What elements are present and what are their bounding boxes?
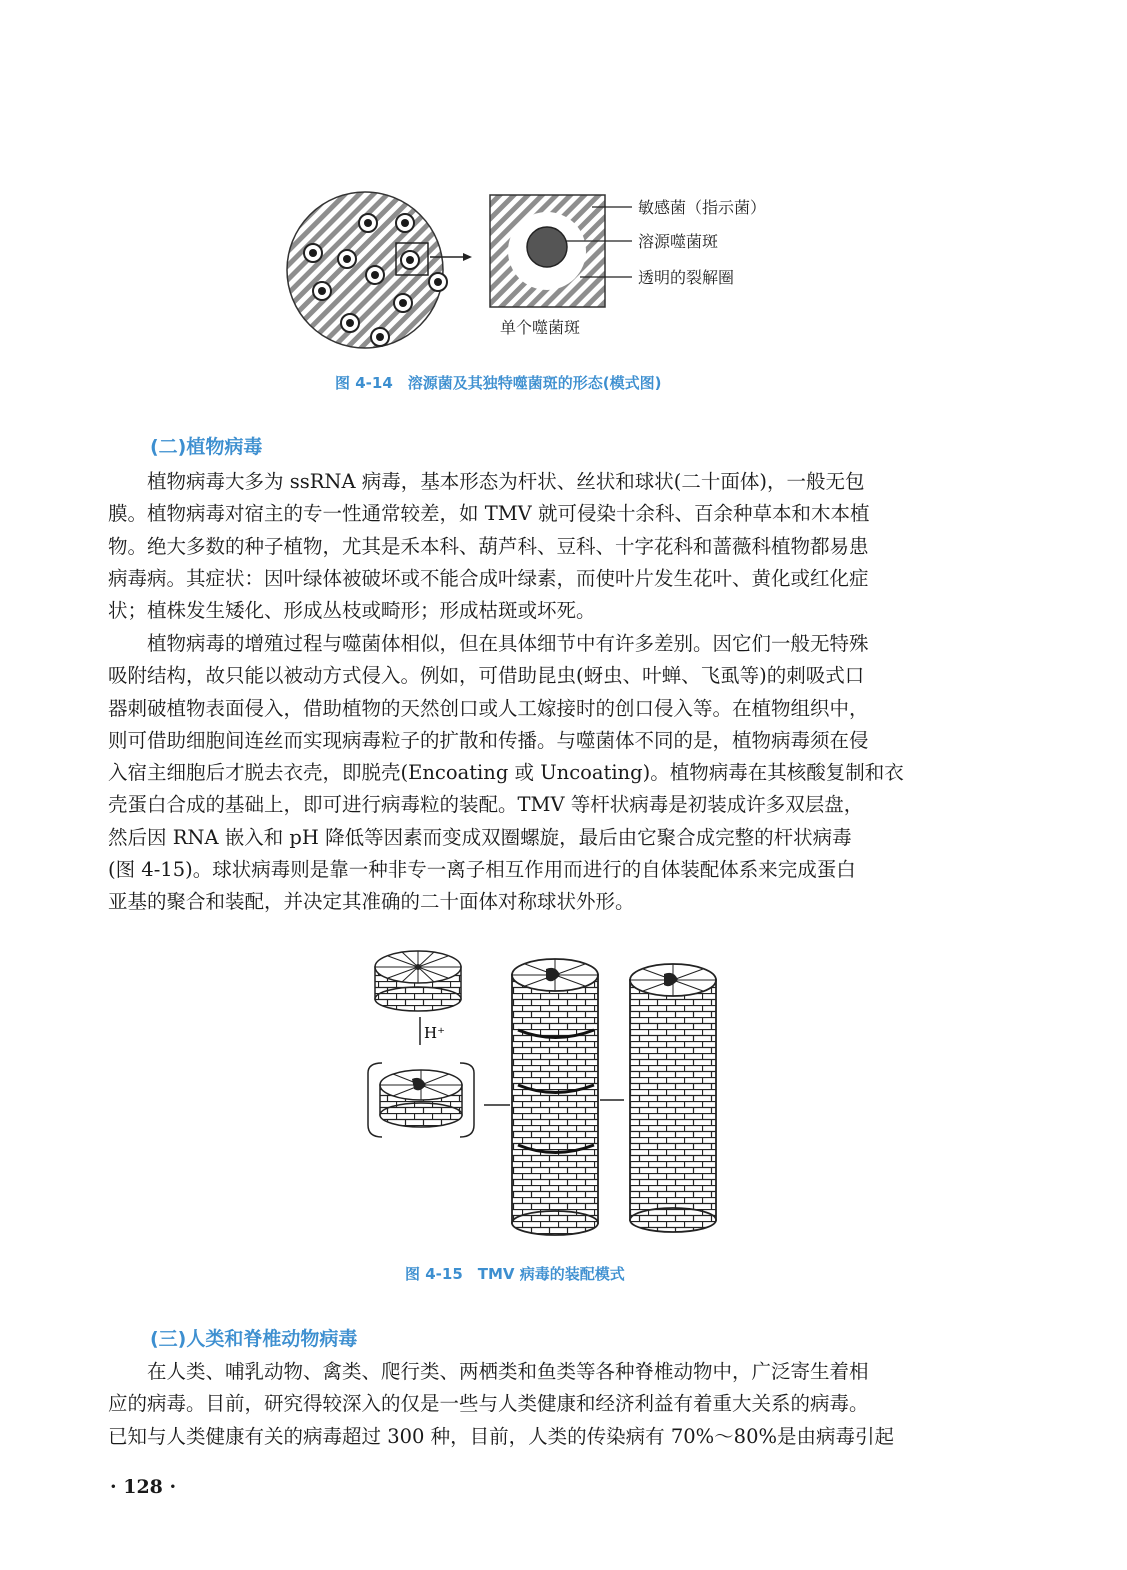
figure-4-14-caption: 图 4-14 溶源菌及其独特噬菌斑的形态(模式图) [335,374,662,392]
figure-4-15-caption: 图 4-15 TMV 病毒的装配模式 [405,1265,625,1283]
paragraph-human-viruses: 在人类、哺乳动物、禽类、爬行类、两栖类和鱼类等各种脊椎动物中，广泛寄生着相 应的病毒。目前，研究得较深入的仅是一些与人类健康和经济利益有着重大关系的病毒。 已知与人类健康有关的病毒超过 300 种，目前，人类的传染病有 70%～80%是由病毒引起 [108,1360,894,1448]
page-number: · 128 · [110,1476,177,1498]
assembling-rod [512,959,598,1235]
figure-4-15-diagram [360,945,730,1245]
section-heading-plant-viruses: (二)植物病毒 [150,436,263,458]
completed-tmv-rod [630,964,716,1232]
label-lysogenic-plaque: 溶源噬菌斑 [638,232,719,251]
protein-disk-top [375,951,461,1011]
lysogenic-plaque-center [527,227,567,267]
paragraph-plant-virus-1: 植物病毒大多为 ssRNA 病毒，基本形态为杆状、丝状和球状(二十面体)，一般无包 膜。植物病毒对宿主的专一性通常较差，如 TMV 就可侵染十余科、百余种草本和木本植 物。绝大多数的种子植物，尤其是禾本科、葫芦科、豆科、十字花科和蔷薇科植物都易患 病毒病。其症状：因叶绿体被破坏或不能合成叶绿素，而使叶片发生花叶、黄化或红化症 状；植株发生矮化、形成丛枝或畸形；形成枯斑或坏死。 [108,470,870,623]
label-h-plus: H⁺ [424,1024,445,1042]
section-heading-human-vertebrate-viruses: (三)人类和脊椎动物病毒 [150,1328,358,1350]
paragraph-plant-virus-2: 植物病毒的增殖过程与噬菌体相似，但在具体细节中有许多差别。因它们一般无特殊 吸附结构，故只能以被动方式侵入。例如，可借助昆虫(蚜虫、叶蝉、飞虱等)的刺吸式口 器刺破植物表面侵入，借助植物的天然创口或人工嫁接时的创口侵入等。在植物组织中， 则可借助细胞间连丝而实现病毒粒子的扩散和传播。与噬菌体不同的是，植物病毒须在侵 入宿主细胞后才脱去衣壳，即脱壳(Encoating 或 Uncoating)。植物病毒在其核酸复制和衣 壳蛋白合成的基础上，即可进行病毒粒的装配。TMV 等杆状病毒是初装成许多双层盘， 然后因 RNA 嵌入和 pH 降低等因素而变成双圈螺旋，最后由它聚合成完整的杆状病毒 (图 4-15)。球状病毒则是靠一种非专一离子相互作用而进行的自体装配体系来完成蛋白 亚基的聚合和装配，并决定其准确的二十面体对称球状外形。 [108,632,904,914]
label-clear-halo: 透明的裂解圈 [638,268,735,287]
label-single-plaque: 单个噬菌斑 [500,318,581,337]
lock-washer-disk [380,1070,462,1127]
figure-4-14-diagram [280,185,800,355]
label-sensitive: 敏感菌（指示菌） [638,198,767,217]
